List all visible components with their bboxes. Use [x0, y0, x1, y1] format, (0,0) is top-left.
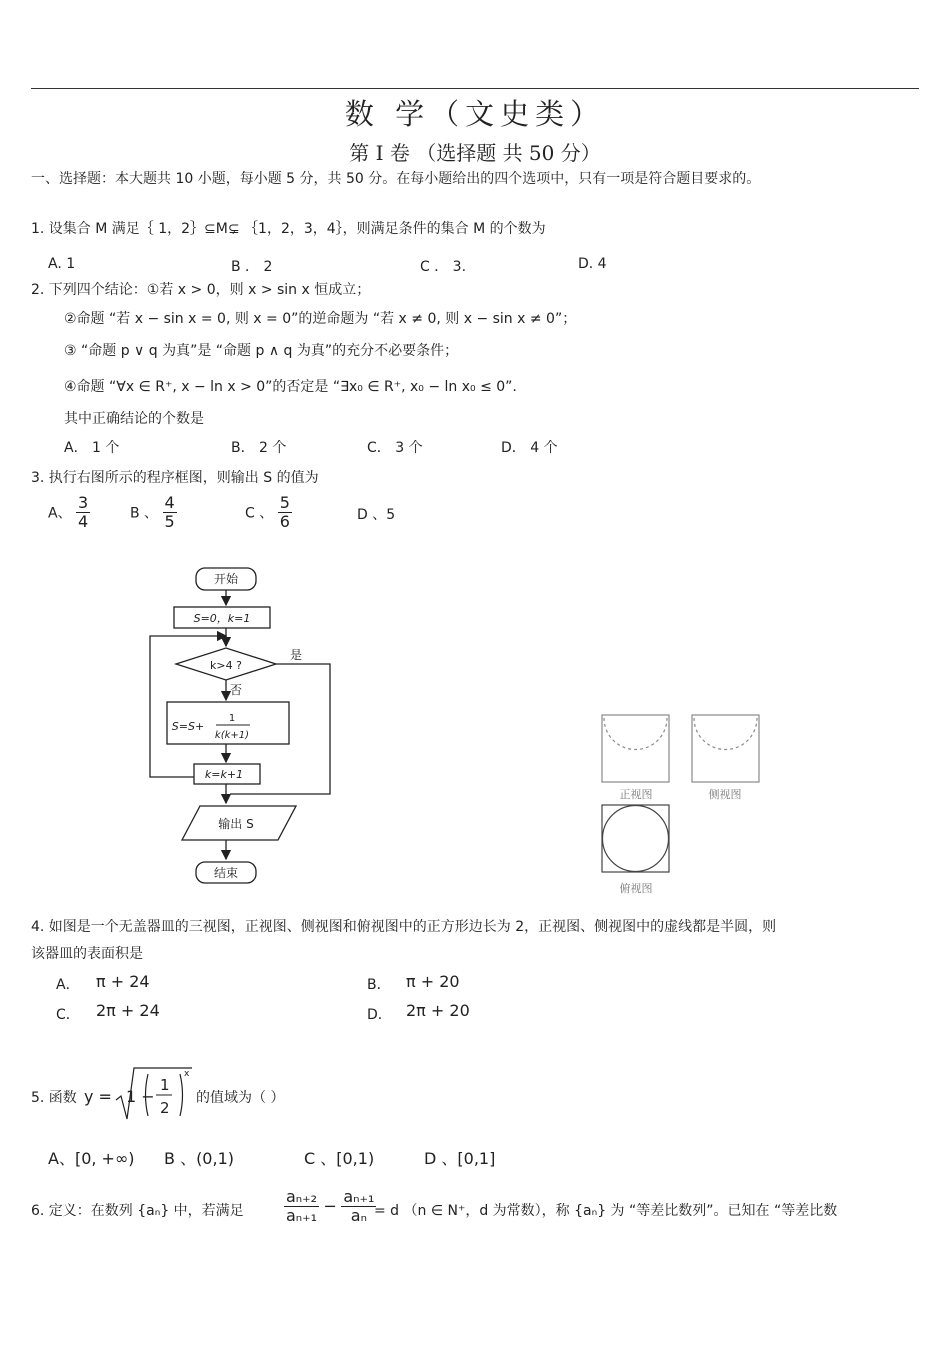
q1-option-b: B ． 2: [231, 259, 273, 275]
q4-stem: 4. 如图是一个无盖器皿的三视图，正视图、侧视图和俯视图中的正方形边长为 2，正视图、侧视图中的虚线都是半圆，则: [31, 919, 777, 935]
q4-stem-continued: 该器皿的表面积是: [31, 946, 143, 962]
flow-body-numerator: 1: [228, 713, 236, 724]
side-view-semicircle: [694, 718, 757, 750]
flow-increment-label: k=k+1: [204, 768, 244, 781]
flowchart: [140, 560, 340, 890]
q3-stem: 3. 执行右图所示的程序框图，则输出 S 的值为: [31, 470, 319, 486]
q2-option-d: D． 4 个: [501, 440, 558, 456]
top-view-label: 俯视图: [619, 882, 653, 895]
q5-option-b: B 、(0,1): [164, 1149, 234, 1168]
q2-statement-4: ④命题 “∀x ∈ R⁺, x − ln x > 0”的否定是 “∃x₀ ∈ R⁺, x₀ − ln x₀ ≤ 0”.: [64, 379, 517, 395]
side-view-label: 侧视图: [708, 788, 742, 801]
flow-end-label: 结束: [213, 866, 239, 880]
q3-b-numerator: 4: [164, 493, 175, 512]
q5-one-minus: 1 −: [126, 1087, 155, 1106]
q6-suffix: = d （n ∈ N⁺，d 为常数），称 {aₙ} 为 “等差比数列”。已知在 “等差比数: [374, 1203, 838, 1219]
q5-option-c: C 、[0,1): [304, 1149, 375, 1168]
flow-no-label: 否: [230, 683, 243, 697]
q6-fraction-2-numerator: aₙ₊₁: [343, 1187, 375, 1206]
q5-formula-lhs: y =: [84, 1087, 112, 1106]
q3-option-b: B 、 $\frac{4}{5}$: [130, 493, 175, 531]
q3-c-numerator: 5: [279, 493, 290, 512]
q3-option-c: C 、 $\frac{5}{6}$: [245, 493, 290, 531]
flow-output-label: 输出 S: [218, 817, 254, 831]
q5-option-a: A、[0, +∞): [48, 1149, 135, 1168]
q1-option-c: C ． 3.: [420, 259, 467, 275]
q2-option-b: B． 2 个: [231, 440, 287, 456]
front-view-square: [602, 715, 669, 782]
q3-c-denominator: 6: [279, 512, 290, 531]
q2-statement-2: ②命题 “若 x − sin x = 0, 则 x = 0”的逆命题为 “若 x ≠ 0, 则 x − sin x ≠ 0”；: [64, 311, 577, 327]
q5-prefix: 5. 函数: [31, 1090, 77, 1106]
q4-option-c: 2π + 24: [96, 1001, 160, 1020]
top-view-circle: [603, 806, 669, 872]
q4-option-c-label: C．: [56, 1007, 80, 1023]
q5-fraction-denominator: 2: [160, 1099, 170, 1117]
top-rule: [31, 88, 919, 89]
q2-option-a: A． 1 个: [64, 440, 120, 456]
flow-yes-label: 是: [290, 648, 303, 662]
q6-fraction-2-denominator: aₙ: [350, 1206, 367, 1225]
flow-body-prefix: S=S+: [171, 720, 205, 733]
page-subtitle: 第 I 卷 （选择题 共 50 分）: [349, 141, 601, 165]
q3-b-denominator: 5: [164, 512, 175, 531]
three-views-figure: [590, 708, 790, 898]
flow-condition-label: k>4 ?: [210, 659, 242, 672]
front-view-label: 正视图: [619, 788, 653, 801]
q4-option-b-label: B．: [367, 977, 391, 993]
q6-fraction-1-denominator: aₙ₊₁: [286, 1206, 318, 1225]
q3-option-d: D 、5: [357, 507, 396, 523]
q2-option-c: C． 3 个: [367, 440, 423, 456]
q5-exponent: x: [184, 1069, 190, 1079]
q6-minus: −: [323, 1196, 337, 1216]
q6-fraction-1-numerator: aₙ₊₂: [286, 1187, 318, 1206]
q2-ask: 其中正确结论的个数是: [64, 411, 204, 427]
flow-init-label: S=0，k=1: [193, 612, 251, 625]
flow-start-label: 开始: [213, 572, 239, 586]
q5-radical: [114, 1064, 194, 1124]
q2-statement-3: ③ “命题 p ∨ q 为真”是 “命题 p ∧ q 为真”的充分不必要条件；: [64, 343, 459, 359]
page-title: 数 学（文史类）: [344, 97, 606, 131]
side-view-square: [692, 715, 759, 782]
q1-option-a: A. 1: [48, 256, 76, 272]
q6-equation: [284, 1188, 376, 1225]
q3-option-a: A、 $\frac{3}{4}$: [48, 493, 89, 531]
q4-option-a: π + 24: [96, 972, 150, 991]
q1-option-d: D. 4: [578, 256, 607, 272]
q3-a-numerator: 3: [78, 493, 89, 512]
q4-option-a-label: A．: [56, 977, 80, 993]
q4-option-b: π + 20: [406, 972, 460, 991]
front-view-semicircle: [604, 718, 667, 750]
q1-stem: 1. 设集合 M 满足｛ 1，2｝⊆M⊊ ｛1，2，3，4｝，则满足条件的集合 M 的个数为: [31, 221, 546, 237]
q5-suffix: 的值域为（ ）: [196, 1090, 285, 1106]
q3-a-denominator: 4: [78, 512, 89, 531]
q6-prefix: 6. 定义：在数列 {aₙ} 中，若满足: [31, 1203, 244, 1219]
q5-fraction-numerator: 1: [160, 1076, 170, 1094]
q2-stem: 2. 下列四个结论：①若 x > 0，则 x > sin x 恒成立；: [31, 282, 371, 298]
flow-body-denominator: k(k+1): [214, 730, 250, 741]
q4-option-d: 2π + 20: [406, 1001, 470, 1020]
section-intro: 一、选择题：本大题共 10 小题，每小题 5 分，共 50 分。在每小题给出的四个选项中，只有一项是符合题目要求的。: [31, 171, 761, 187]
q4-option-d-label: D．: [367, 1007, 392, 1023]
q5-option-d: D 、[0,1]: [424, 1149, 496, 1168]
